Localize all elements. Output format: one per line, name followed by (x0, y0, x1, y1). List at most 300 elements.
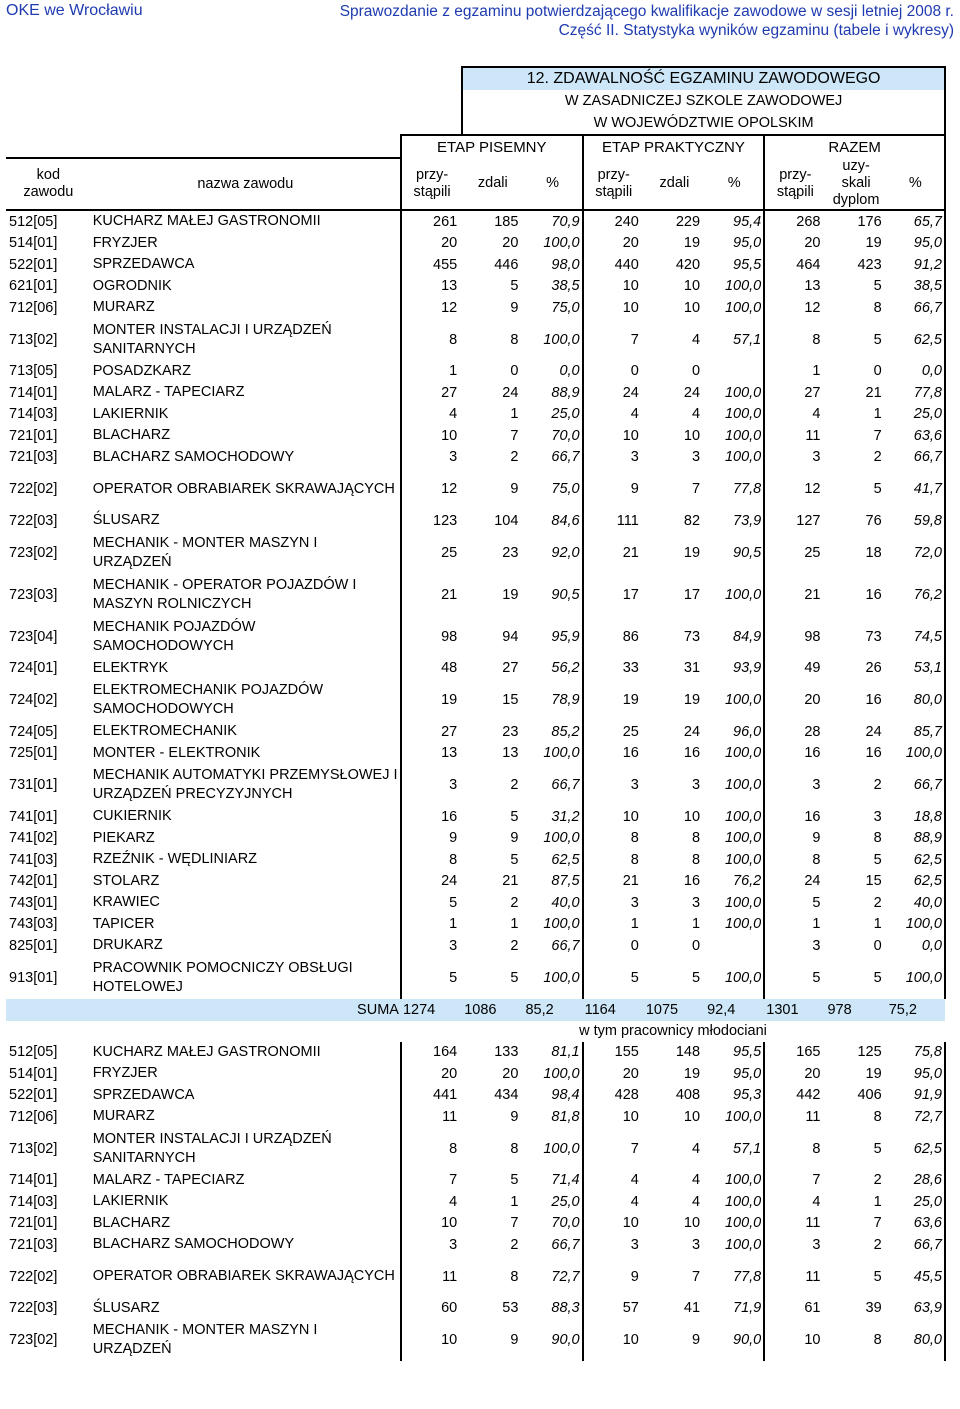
header-zdali-pisemny: zdali (462, 158, 523, 210)
code-cell: 723[04] (9, 628, 58, 645)
pct-pisemny-cell: 95,9 (523, 616, 582, 658)
table-subtitle-region: W WOJEWÓDZTWIE OPOLSKIM (462, 112, 945, 135)
pct-praktyczny-cell: 71,9 (705, 1298, 764, 1320)
przystapili-razem-cell: 3 (812, 1236, 821, 1253)
pct-praktyczny-cell: 96,0 (705, 721, 764, 743)
przystapili-pisemny-cell: 12 (401, 297, 462, 319)
pct-pisemny-cell: 0,0 (523, 361, 582, 383)
przystapili-razem-cell: 12 (804, 481, 821, 497)
name-cell: FRYZJER (92, 234, 158, 251)
dyplom-cell: 24 (865, 723, 882, 740)
pct-razem-cell: 18,8 (887, 806, 945, 828)
przystapili-pisemny-cell: 9 (401, 828, 462, 850)
przystapili-razem-cell: 1 (812, 916, 821, 933)
zdali-pisemny-cell: 7 (510, 1215, 519, 1232)
pct-pisemny-cell: 25,0 (523, 1191, 582, 1213)
code-cell: 514[01] (9, 235, 58, 252)
sum-cell: 1075 (644, 999, 705, 1021)
header-etap-praktyczny: ETAP PRAKTYCZNY (583, 135, 765, 158)
pct-pisemny-cell: 100,0 (523, 914, 582, 936)
pct-pisemny-cell: 66,7 (523, 764, 582, 806)
code-cell: 712[06] (9, 1108, 58, 1125)
zdali-praktyczny-cell: 3 (691, 777, 701, 793)
pct-pisemny-cell: 70,9 (523, 210, 582, 233)
przystapili-pisemny-cell: 3 (401, 447, 462, 469)
table-row (6, 361, 945, 383)
name-cell: MONTER INSTALACJI I URZĄDZEŃ SANITARNYCH (92, 321, 332, 357)
pct-pisemny-cell: 66,7 (523, 935, 582, 957)
pct-razem-cell: 0,0 (887, 361, 945, 383)
dyplom-cell: 1 (873, 1193, 882, 1210)
table-row (6, 1042, 945, 1064)
pct-praktyczny-cell: 100,0 (705, 447, 764, 469)
header-report-line1: Sprawozdanie z egzaminu potwierdzającego kwalifikacje zawodowe w sesji letniej 2008 r. (339, 3, 954, 20)
dyplom-cell: 5 (873, 1140, 882, 1157)
dyplom-cell: 2 (873, 1172, 882, 1189)
pct-praktyczny-cell: 100,0 (705, 404, 764, 426)
przystapili-praktyczny-cell: 33 (622, 660, 639, 677)
table-row (6, 871, 945, 893)
pct-razem-cell: 66,7 (887, 447, 945, 469)
przystapili-praktyczny-cell: 155 (614, 1044, 639, 1061)
name-cell: OPERATOR OBRABIAREK SKRAWAJĄCYCH (92, 480, 395, 497)
dyplom-cell: 19 (865, 235, 882, 252)
table-row (6, 914, 945, 936)
przystapili-praktyczny-cell: 111 (616, 512, 639, 529)
header-report-line2: Część II. Statystyka wyników egzaminu (tabele i wykresy) (558, 22, 954, 39)
table-row (6, 574, 945, 616)
pct-praktyczny-cell: 95,0 (705, 233, 764, 255)
pct-praktyczny-cell: 84,9 (705, 616, 764, 658)
pct-pisemny-cell: 40,0 (523, 892, 582, 914)
pct-pisemny-cell: 100,0 (523, 1128, 582, 1170)
pct-pisemny-cell: 85,2 (523, 721, 582, 743)
pct-pisemny-cell: 100,0 (523, 319, 582, 361)
przystapili-razem-cell: 28 (804, 723, 821, 740)
pct-pisemny-cell: 90,5 (523, 574, 582, 616)
pct-razem-cell: 63,9 (887, 1298, 945, 1320)
name-cell: BLACHARZ (92, 427, 171, 444)
name-cell: MONTER - ELEKTRONIK (92, 744, 261, 761)
zdali-pisemny-cell: 2 (510, 777, 519, 793)
name-cell: OPERATOR OBRABIAREK SKRAWAJĄCYCH (92, 1268, 395, 1284)
code-cell: 743[01] (9, 894, 58, 911)
dyplom-cell: 0 (873, 937, 882, 954)
pct-pisemny-cell: 84,6 (523, 510, 582, 532)
name-cell: BLACHARZ SAMOCHODOWY (92, 448, 295, 465)
sum-cell: 1086 (462, 999, 523, 1021)
przystapili-praktyczny-cell: 21 (622, 544, 639, 561)
pct-pisemny-cell: 100,0 (523, 1063, 582, 1085)
pct-praktyczny-cell: 76,2 (705, 871, 764, 893)
zdali-praktyczny-cell: 1 (691, 916, 701, 933)
table-row (6, 1319, 945, 1361)
przystapili-praktyczny-cell: 7 (630, 1140, 639, 1157)
dyplom-cell: 1 (873, 916, 882, 933)
przystapili-praktyczny-cell: 0 (630, 937, 639, 954)
przystapili-praktyczny-cell: 10 (622, 1108, 639, 1125)
header-pct-praktyczny: % (705, 158, 764, 210)
dyplom-cell: 8 (873, 1332, 882, 1348)
przystapili-razem-cell: 25 (804, 544, 821, 561)
pct-pisemny-cell: 81,8 (523, 1106, 582, 1128)
name-cell: MONTER INSTALACJI I URZĄDZEŃ SANITARNYCH (92, 1130, 332, 1166)
zdali-praktyczny-cell: 73 (683, 628, 701, 645)
dyplom-cell: 26 (865, 660, 882, 677)
name-cell: MECHANIK - OPERATOR POJAZDÓW I MASZYN ROLNICZYCH (92, 576, 357, 612)
zdali-praktyczny-cell: 31 (683, 660, 701, 677)
przystapili-razem-cell: 61 (804, 1300, 821, 1317)
przystapili-razem-cell: 8 (812, 331, 821, 348)
przystapili-razem-cell: 20 (804, 692, 821, 708)
dyplom-cell: 5 (873, 481, 882, 497)
przystapili-pisemny-cell: 98 (401, 616, 462, 658)
pct-praktyczny-cell: 100,0 (705, 297, 764, 319)
przystapili-pisemny-cell: 27 (401, 382, 462, 404)
code-cell: 722[02] (9, 481, 58, 497)
table-row (6, 1256, 945, 1298)
code-cell: 522[01] (9, 1087, 58, 1104)
przystapili-pisemny-cell: 11 (401, 1106, 462, 1128)
przystapili-praktyczny-cell: 8 (630, 851, 639, 868)
zdali-praktyczny-cell: 7 (691, 481, 701, 497)
pct-razem-cell: 88,9 (887, 828, 945, 850)
przystapili-praktyczny-cell: 10 (622, 808, 639, 825)
dyplom-cell: 76 (865, 512, 882, 529)
przystapili-praktyczny-cell: 4 (630, 1172, 639, 1189)
przystapili-praktyczny-cell: 4 (630, 1193, 639, 1210)
name-cell: MALARZ - TAPECIARZ (92, 1171, 245, 1188)
zdali-praktyczny-cell: 9 (691, 1332, 701, 1348)
pct-pisemny-cell: 92,0 (523, 532, 582, 574)
table-subtitle-school: W ZASADNICZEJ SZKOLE ZAWODOWEJ (462, 90, 945, 112)
przystapili-pisemny-cell: 21 (401, 574, 462, 616)
pct-razem-cell: 74,5 (887, 616, 945, 658)
pct-pisemny-cell: 100,0 (523, 233, 582, 255)
przystapili-praktyczny-cell: 7 (630, 331, 639, 348)
pct-pisemny-cell: 70,0 (523, 1213, 582, 1235)
pct-razem-cell: 62,5 (887, 871, 945, 893)
pct-praktyczny-cell: 100,0 (705, 1191, 764, 1213)
table-row (6, 1085, 945, 1107)
przystapili-razem-cell: 11 (805, 427, 821, 444)
zdali-praktyczny-cell: 17 (683, 586, 701, 603)
pct-praktyczny-cell: 100,0 (705, 679, 764, 721)
code-cell: 741[03] (9, 851, 58, 868)
code-cell: 714[03] (9, 1193, 58, 1210)
przystapili-razem-cell: 9 (812, 830, 821, 847)
zdali-pisemny-cell: 20 (502, 235, 519, 252)
table-row (6, 806, 945, 828)
header-zdali-praktyczny: zdali (644, 158, 705, 210)
przystapili-razem-cell: 4 (812, 406, 821, 423)
pct-praktyczny-cell: 100,0 (705, 743, 764, 765)
przystapili-razem-cell: 12 (804, 299, 821, 316)
pct-razem-cell: 25,0 (887, 404, 945, 426)
przystapili-pisemny-cell: 1 (401, 361, 462, 383)
name-cell: MECHANIK POJAZDÓW SAMOCHODOWYCH (92, 618, 256, 654)
zdali-pisemny-cell: 9 (510, 1332, 519, 1348)
table-row (6, 319, 945, 361)
zdali-pisemny-cell: 2 (510, 894, 519, 911)
pct-razem-cell: 91,9 (887, 1085, 945, 1107)
zdali-praktyczny-cell: 8 (691, 830, 701, 847)
zdali-pisemny-cell: 23 (502, 544, 519, 561)
name-cell: BLACHARZ (92, 1214, 171, 1231)
zdali-praktyczny-cell: 4 (691, 1193, 701, 1210)
zdali-pisemny-cell: 94 (502, 628, 519, 645)
dyplom-cell: 5 (873, 331, 882, 348)
zdali-pisemny-cell: 27 (502, 660, 519, 677)
przystapili-pisemny-cell: 25 (401, 532, 462, 574)
przystapili-pisemny-cell: 48 (401, 658, 462, 680)
pct-pisemny-cell: 88,9 (523, 382, 582, 404)
table-row (6, 679, 945, 721)
pct-pisemny-cell: 66,7 (523, 1234, 582, 1256)
table-row (6, 1063, 945, 1085)
zdali-praktyczny-cell: 16 (683, 745, 701, 762)
pct-praktyczny-cell (705, 935, 764, 957)
zdali-praktyczny-cell: 16 (683, 873, 701, 890)
pct-praktyczny-cell: 100,0 (705, 425, 764, 447)
pct-praktyczny-cell: 73,9 (705, 510, 764, 532)
code-cell: 512[05] (9, 1044, 58, 1061)
przystapili-razem-cell: 16 (804, 808, 821, 825)
przystapili-praktyczny-cell: 10 (622, 299, 639, 316)
zdali-praktyczny-cell: 19 (683, 235, 701, 252)
zdali-praktyczny-cell: 7 (691, 1268, 701, 1285)
dyplom-cell: 8 (873, 1108, 882, 1125)
subset-note: w tym pracownicy młodociani (579, 1023, 767, 1039)
zdali-pisemny-cell: 446 (494, 256, 519, 273)
zdali-praktyczny-cell: 3 (691, 894, 701, 911)
table-row (6, 828, 945, 850)
przystapili-pisemny-cell: 60 (401, 1298, 462, 1320)
zdali-pisemny-cell: 23 (502, 723, 519, 740)
table-row (6, 1106, 945, 1128)
zdali-praktyczny-cell: 4 (691, 406, 701, 423)
zdali-pisemny-cell: 5 (510, 808, 519, 825)
pct-pisemny-cell: 100,0 (523, 828, 582, 850)
code-cell: 743[03] (9, 916, 58, 933)
header-kod: kod zawodu (6, 158, 91, 210)
dyplom-cell: 16 (865, 745, 882, 762)
pct-pisemny-cell: 100,0 (523, 957, 582, 999)
zdali-pisemny-cell: 8 (510, 1140, 519, 1157)
zdali-pisemny-cell: 8 (510, 331, 519, 348)
przystapili-praktyczny-cell: 10 (622, 278, 639, 295)
pct-pisemny-cell: 62,5 (523, 849, 582, 871)
przystapili-pisemny-cell: 20 (401, 233, 462, 255)
name-cell: ELEKTROMECHANIK (92, 723, 237, 740)
pct-razem-cell: 75,8 (887, 1042, 945, 1064)
table-title: 12. ZDAWALNOŚĆ EGZAMINU ZAWODOWEGO (462, 67, 945, 90)
przystapili-pisemny-cell: 3 (401, 764, 462, 806)
header-etap-pisemny: ETAP PISEMNY (401, 135, 583, 158)
zdali-pisemny-cell: 104 (494, 512, 519, 529)
name-cell: MURARZ (92, 299, 155, 316)
przystapili-pisemny-cell: 8 (401, 319, 462, 361)
przystapili-razem-cell: 8 (812, 1140, 821, 1157)
przystapili-praktyczny-cell: 24 (622, 384, 639, 401)
zdali-praktyczny-cell: 10 (683, 299, 701, 316)
zdali-praktyczny-cell: 420 (675, 256, 701, 273)
table-row (6, 510, 945, 532)
code-cell: 713[05] (9, 363, 58, 380)
zdali-pisemny-cell: 53 (502, 1300, 519, 1317)
przystapili-razem-cell: 1 (812, 363, 821, 380)
pct-razem-cell: 63,6 (887, 1213, 945, 1235)
zdali-praktyczny-cell: 10 (683, 1108, 701, 1125)
table-row (6, 957, 945, 999)
przystapili-pisemny-cell: 4 (401, 404, 462, 426)
table-row (6, 658, 945, 680)
table-row (6, 382, 945, 404)
name-cell: SPRZEDAWCA (92, 256, 195, 273)
dyplom-cell: 423 (857, 256, 882, 273)
przystapili-razem-cell: 464 (796, 256, 821, 273)
pct-razem-cell: 100,0 (887, 914, 945, 936)
przystapili-pisemny-cell: 13 (401, 743, 462, 765)
header-przystapili-pisemny: przy- stąpili (401, 158, 462, 210)
dyplom-cell: 406 (857, 1087, 882, 1104)
pct-razem-cell: 80,0 (887, 1319, 945, 1361)
name-cell: PIEKARZ (92, 829, 155, 846)
przystapili-razem-cell: 5 (812, 894, 821, 911)
code-cell: 713[02] (9, 331, 58, 348)
przystapili-pisemny-cell: 3 (401, 1234, 462, 1256)
pct-praktyczny-cell: 95,5 (705, 254, 764, 276)
przystapili-razem-cell: 442 (796, 1087, 821, 1104)
header-uzyskali-dyplom: uzy- skali dyplom (825, 158, 886, 210)
przystapili-pisemny-cell: 164 (401, 1042, 462, 1064)
przystapili-pisemny-cell: 5 (401, 957, 462, 999)
name-cell: FRYZJER (92, 1065, 158, 1082)
pct-razem-cell: 80,0 (887, 679, 945, 721)
przystapili-razem-cell: 49 (804, 660, 821, 677)
code-cell: 725[01] (9, 745, 58, 762)
przystapili-praktyczny-cell: 10 (622, 427, 639, 444)
przystapili-razem-cell: 20 (804, 1065, 821, 1082)
name-cell: KUCHARZ MAŁEJ GASTRONOMII (92, 1043, 321, 1060)
przystapili-pisemny-cell: 10 (401, 1319, 462, 1361)
pct-razem-cell: 25,0 (887, 1191, 945, 1213)
dyplom-cell: 0 (873, 363, 882, 380)
zdali-praktyczny-cell: 4 (691, 331, 701, 348)
zdali-praktyczny-cell: 10 (683, 1215, 701, 1232)
zdali-pisemny-cell: 24 (502, 384, 519, 401)
name-cell: BLACHARZ SAMOCHODOWY (92, 1236, 295, 1253)
zdali-pisemny-cell: 5 (510, 1172, 519, 1189)
zdali-praktyczny-cell: 0 (691, 937, 701, 954)
dyplom-cell: 7 (873, 1215, 882, 1232)
pct-pisemny-cell: 38,5 (523, 276, 582, 298)
przystapili-praktyczny-cell: 57 (622, 1300, 639, 1317)
zdali-praktyczny-cell: 8 (691, 851, 701, 868)
zdali-pisemny-cell: 13 (502, 745, 519, 762)
sum-cell: 75,2 (887, 999, 945, 1021)
name-cell: MECHANIK - MONTER MASZYN I URZĄDZEŃ (92, 1322, 318, 1357)
sum-cell: 85,2 (523, 999, 582, 1021)
sum-cell: 1301 (764, 999, 825, 1021)
przystapili-praktyczny-cell: 10 (622, 1332, 639, 1348)
przystapili-razem-cell: 165 (796, 1044, 821, 1061)
dyplom-cell: 21 (865, 384, 882, 401)
pct-praktyczny-cell (705, 361, 764, 383)
przystapili-praktyczny-cell: 16 (622, 745, 639, 762)
header-przystapili-praktyczny: przy- stąpili (583, 158, 644, 210)
pct-pisemny-cell: 81,1 (523, 1042, 582, 1064)
przystapili-praktyczny-cell: 1 (630, 916, 639, 933)
table-row (6, 297, 945, 319)
header-przystapili-razem: przy- stąpili (764, 158, 825, 210)
table-row (6, 892, 945, 914)
pct-razem-cell: 40,0 (887, 892, 945, 914)
table-row (6, 210, 945, 233)
pct-razem-cell: 76,2 (887, 574, 945, 616)
name-cell: MURARZ (92, 1108, 155, 1125)
pct-razem-cell: 85,7 (887, 721, 945, 743)
przystapili-razem-cell: 3 (812, 777, 821, 793)
dyplom-cell: 2 (873, 894, 882, 911)
przystapili-razem-cell: 5 (812, 969, 821, 986)
pct-pisemny-cell: 25,0 (523, 404, 582, 426)
pct-pisemny-cell: 87,5 (523, 871, 582, 893)
name-cell: ŚLUSARZ (92, 512, 160, 529)
przystapili-pisemny-cell: 10 (401, 425, 462, 447)
pct-razem-cell: 62,5 (887, 1128, 945, 1170)
pct-pisemny-cell: 98,4 (523, 1085, 582, 1107)
dyplom-cell: 3 (873, 808, 882, 825)
przystapili-razem-cell: 24 (804, 873, 821, 890)
przystapili-pisemny-cell: 13 (401, 276, 462, 298)
pct-praktyczny-cell: 90,0 (705, 1319, 764, 1361)
przystapili-razem-cell: 127 (796, 512, 821, 529)
zdali-praktyczny-cell: 10 (683, 427, 701, 444)
przystapili-pisemny-cell: 261 (401, 210, 462, 233)
przystapili-praktyczny-cell: 19 (622, 692, 639, 708)
przystapili-razem-cell: 13 (804, 278, 821, 295)
zdali-pisemny-cell: 19 (502, 586, 519, 603)
pct-praktyczny-cell: 100,0 (705, 892, 764, 914)
code-cell: 731[01] (9, 777, 58, 793)
header-pct-pisemny: % (523, 158, 582, 210)
name-cell: DRUKARZ (92, 937, 163, 954)
przystapili-pisemny-cell: 4 (401, 1191, 462, 1213)
dyplom-cell: 16 (865, 692, 882, 708)
pct-praktyczny-cell: 100,0 (705, 806, 764, 828)
code-cell: 712[06] (9, 299, 58, 316)
przystapili-pisemny-cell: 455 (401, 254, 462, 276)
dyplom-cell: 7 (873, 427, 882, 444)
pct-razem-cell: 66,7 (887, 1234, 945, 1256)
zdali-pisemny-cell: 2 (510, 937, 519, 954)
przystapili-pisemny-cell: 5 (401, 892, 462, 914)
przystapili-pisemny-cell: 123 (401, 510, 462, 532)
pct-praktyczny-cell: 100,0 (705, 574, 764, 616)
pct-razem-cell: 95,0 (887, 233, 945, 255)
pct-pisemny-cell: 75,0 (523, 297, 582, 319)
zdali-praktyczny-cell: 5 (691, 969, 701, 986)
code-cell: 742[01] (9, 873, 58, 890)
pct-praktyczny-cell: 95,5 (705, 1042, 764, 1064)
przystapili-pisemny-cell: 10 (401, 1213, 462, 1235)
pct-pisemny-cell: 78,9 (523, 679, 582, 721)
przystapili-praktyczny-cell: 8 (630, 830, 639, 847)
pct-razem-cell: 66,7 (887, 297, 945, 319)
dyplom-cell: 5 (873, 969, 882, 986)
pct-razem-cell: 95,0 (887, 1063, 945, 1085)
